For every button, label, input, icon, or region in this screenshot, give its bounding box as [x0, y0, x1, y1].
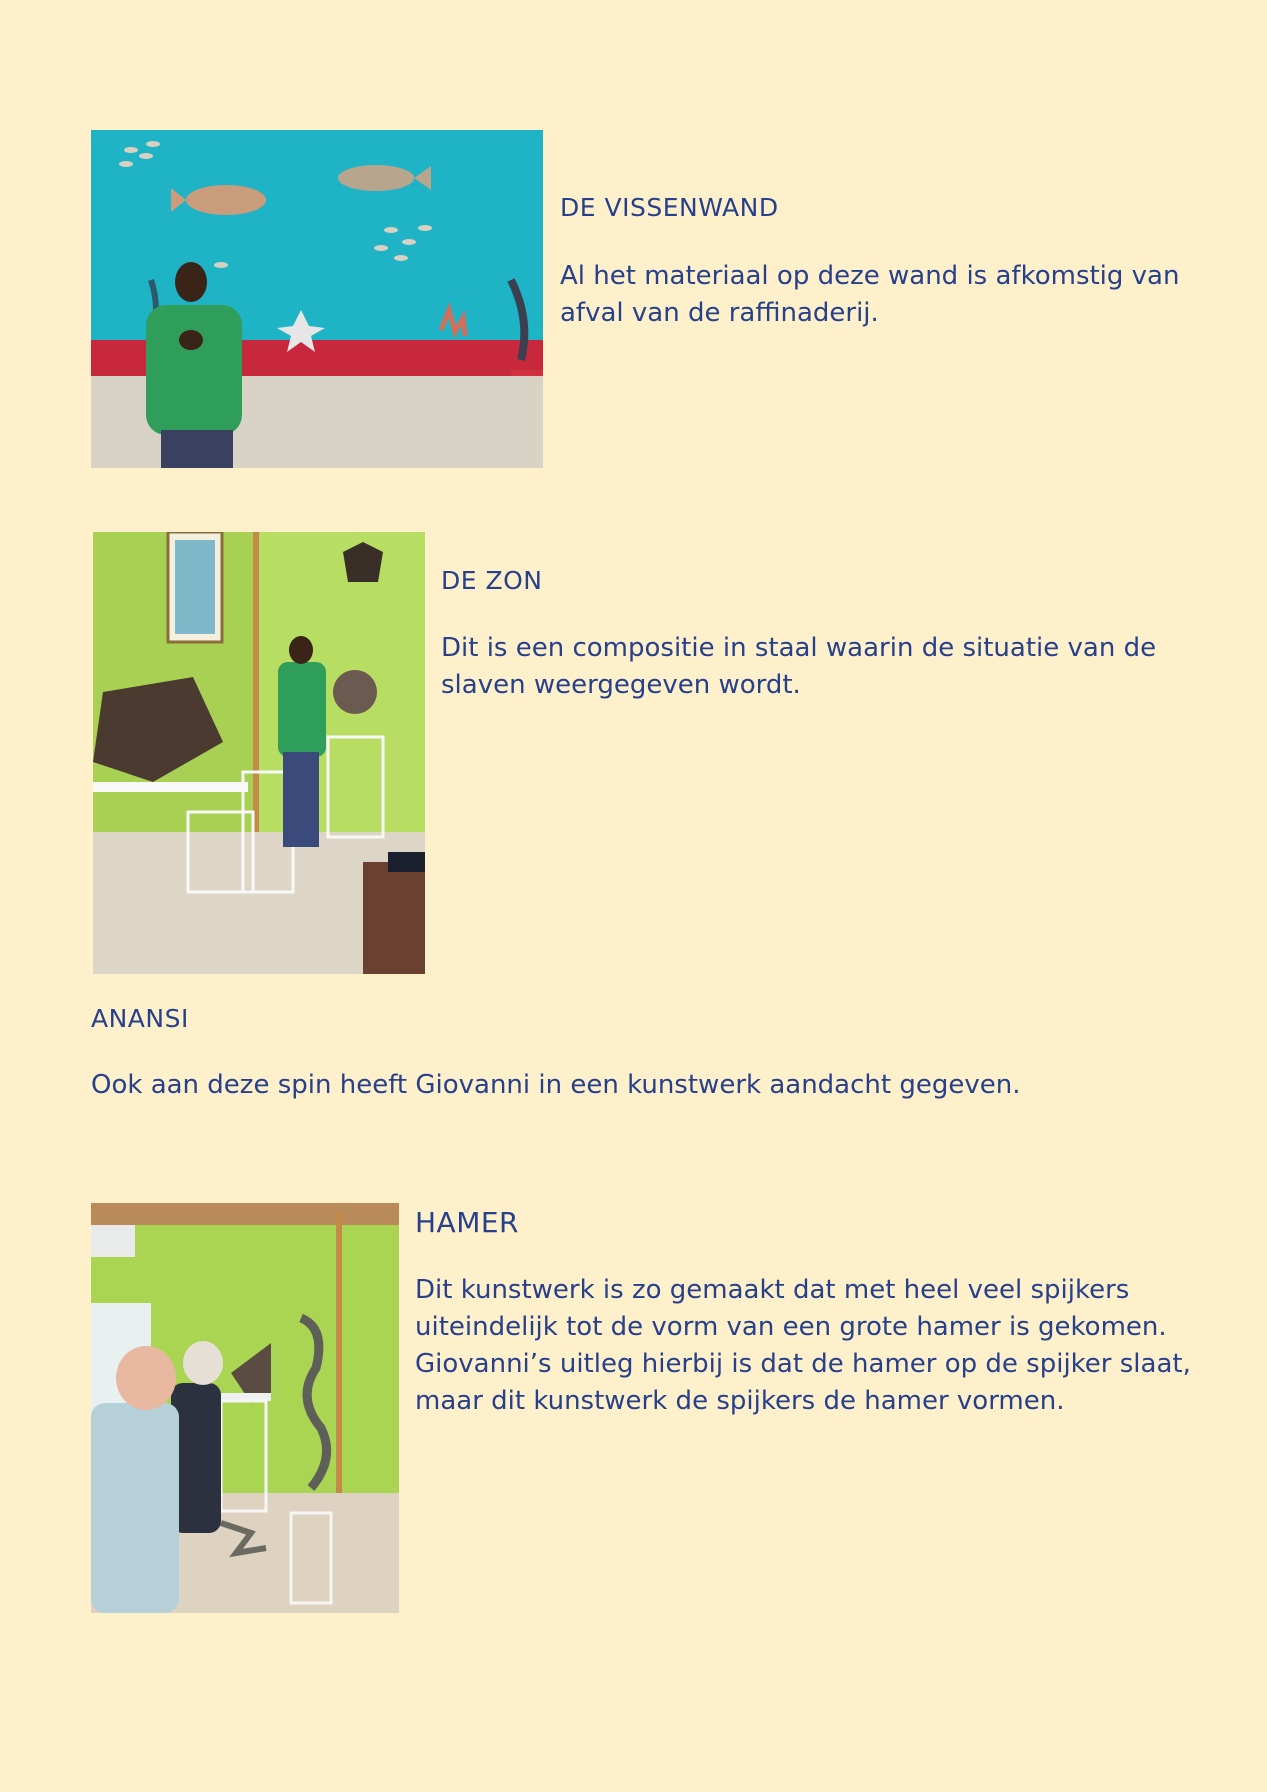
section-text: Ook aan deze spin heeft Giovanni in een kunstwerk aandacht gegeven. [91, 1070, 1021, 1100]
section-title: DE ZON [441, 566, 543, 595]
photo-hamer-gallery [91, 1203, 399, 1613]
section-text: Dit kunstwerk is zo gemaakt dat met heel veel spijkers uiteindelijk tot de vorm van een grote hamer is gekomen. Giovanni’s uitleg hierbij is dat de hamer op de spijker slaat, maar dit kunstwerk de spijkers de hamer vormen. [415, 1275, 1191, 1416]
section-title: HAMER [415, 1206, 520, 1239]
section-text: Al het materiaal op deze wand is afkomstig van afval van de raffinaderij. [560, 261, 1180, 328]
section-title: ANANSI [91, 1004, 189, 1033]
photo-de-zon-gallery [93, 532, 425, 974]
section-title: DE VISSENWAND [560, 193, 779, 222]
photo-fish-wall [91, 130, 543, 468]
section-text: Dit is een compositie in staal waarin de situatie van de slaven weergegeven wordt. [441, 633, 1157, 700]
